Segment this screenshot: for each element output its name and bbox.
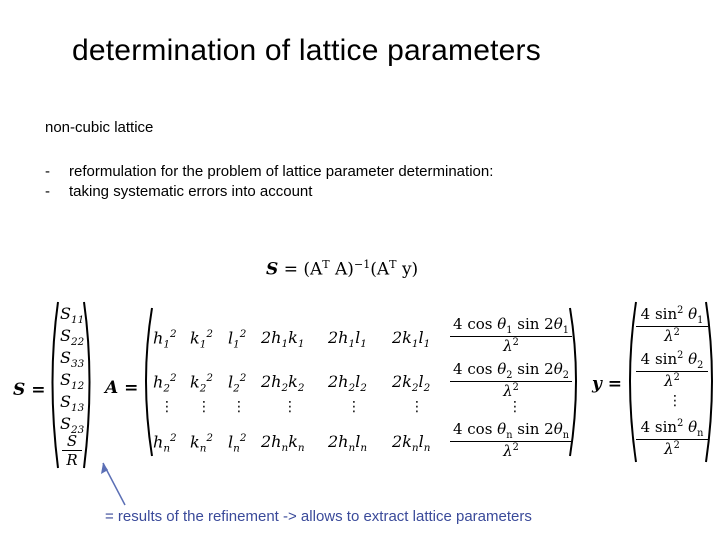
slide-title: determination of lattice parameters xyxy=(72,34,541,67)
a-cell: $l_1^2$ xyxy=(228,328,247,351)
a-cell: $2k_nl_n$ xyxy=(392,432,431,455)
fraction-denominator: $\lambda^2$ xyxy=(503,442,519,460)
fraction-denominator: $\lambda^2$ xyxy=(664,327,680,345)
y-fraction-cell xyxy=(636,418,708,458)
fraction-numerator: 4 $\cos \theta_n$ $\sin 2\theta_n$ xyxy=(450,420,572,442)
vertical-ellipsis: ⋮ xyxy=(347,399,361,415)
vertical-ellipsis: ⋮ xyxy=(232,399,246,415)
a-fraction-cell xyxy=(450,360,572,400)
fraction-numerator: 4 $\cos \theta_2$ $\sin 2\theta_2$ xyxy=(450,360,572,382)
vertical-ellipsis: ⋮ xyxy=(197,399,211,415)
label-S: S = xyxy=(13,380,46,400)
bullet-text: reformulation for the problem of lattice parameter determination: xyxy=(69,163,494,180)
eq-transpose-2: T xyxy=(389,258,397,271)
a-cell: $l_2^2$ xyxy=(228,372,247,395)
s-vector-right-paren xyxy=(84,302,90,468)
fraction-numerator: 4 $\sin^2 \theta_1$ xyxy=(636,305,708,327)
a-cell: $h_n^2$ xyxy=(153,432,177,455)
a-cell: $2k_2l_2$ xyxy=(392,372,431,395)
eq-inverse: −1 xyxy=(353,258,371,271)
bullet-dash: - xyxy=(45,183,50,200)
subtitle: non-cubic lattice xyxy=(45,119,154,136)
a-cell: $2h_2k_2$ xyxy=(261,372,305,395)
fraction-numerator: S xyxy=(62,432,82,451)
y-fraction-cell xyxy=(636,350,708,390)
refinement-note: = results of the refinement -> allows to extract lattice parameters xyxy=(105,508,532,525)
y-fraction-cell xyxy=(636,305,708,345)
a-cell: $2k_1l_1$ xyxy=(392,328,431,351)
eq-lhs: S xyxy=(266,259,279,280)
fraction-denominator: $\lambda^2$ xyxy=(664,440,680,458)
vertical-ellipsis: ⋮ xyxy=(160,399,174,415)
fraction-denominator: $\lambda^2$ xyxy=(503,337,519,355)
s-vector-entry: $S_{33}$ xyxy=(60,348,85,371)
a-cell: $k_1^2$ xyxy=(190,328,213,351)
bullet-text: taking systematic errors into account xyxy=(69,183,313,200)
s-vector-entry: $S_{22}$ xyxy=(60,326,85,349)
eq-mid2: (A xyxy=(370,259,390,280)
fraction-denominator: $\lambda^2$ xyxy=(503,382,519,400)
fraction-denominator: $\lambda^2$ xyxy=(664,372,680,390)
a-cell: $2h_2l_2$ xyxy=(328,372,367,395)
a-cell: $2h_1k_1$ xyxy=(261,328,305,351)
vertical-ellipsis: ⋮ xyxy=(668,393,682,409)
a-cell: $h_1^2$ xyxy=(153,328,177,351)
eq-mid: A) xyxy=(329,259,354,280)
a-cell: $k_n^2$ xyxy=(190,432,214,455)
s-vector-left-paren xyxy=(53,302,59,468)
vertical-ellipsis: ⋮ xyxy=(410,399,424,415)
fraction-numerator: 4 $\cos \theta_1$ $\sin 2\theta_1$ xyxy=(450,315,572,337)
fraction-numerator: 4 $\sin^2 \theta_2$ xyxy=(636,350,708,372)
eq-transpose: T xyxy=(322,258,330,271)
s-vector-entry: $S_{13}$ xyxy=(60,392,85,415)
bullet-dash: - xyxy=(45,163,50,180)
eq-rhs: = (A xyxy=(283,259,323,280)
a-fraction-cell xyxy=(450,420,572,460)
eq-end: y) xyxy=(396,259,419,280)
vertical-ellipsis: ⋮ xyxy=(508,399,522,415)
a-cell: $2h_1l_1$ xyxy=(328,328,367,351)
a-cell: $h_2^2$ xyxy=(153,372,177,395)
a-cell: $k_2^2$ xyxy=(190,372,213,395)
a-cell: $2h_nk_n$ xyxy=(261,432,305,455)
fraction-numerator: 4 $\sin^2 \theta_n$ xyxy=(636,418,708,440)
a-fraction-cell xyxy=(450,315,572,355)
label-A: A = xyxy=(105,378,139,398)
fraction-denominator: R xyxy=(66,451,78,469)
s-vector-entry: $S_{23}$ xyxy=(60,414,85,437)
a-matrix-left-paren xyxy=(146,308,152,456)
a-cell: $2h_nl_n$ xyxy=(328,432,368,455)
a-cell: $l_n^2$ xyxy=(228,432,247,455)
s-vector-entry: $S_{12}$ xyxy=(60,370,85,393)
label-y: y = xyxy=(592,374,623,394)
vertical-ellipsis: ⋮ xyxy=(283,399,297,415)
s-vector-entry: $S_{11}$ xyxy=(60,304,85,327)
s-over-r xyxy=(62,432,82,469)
